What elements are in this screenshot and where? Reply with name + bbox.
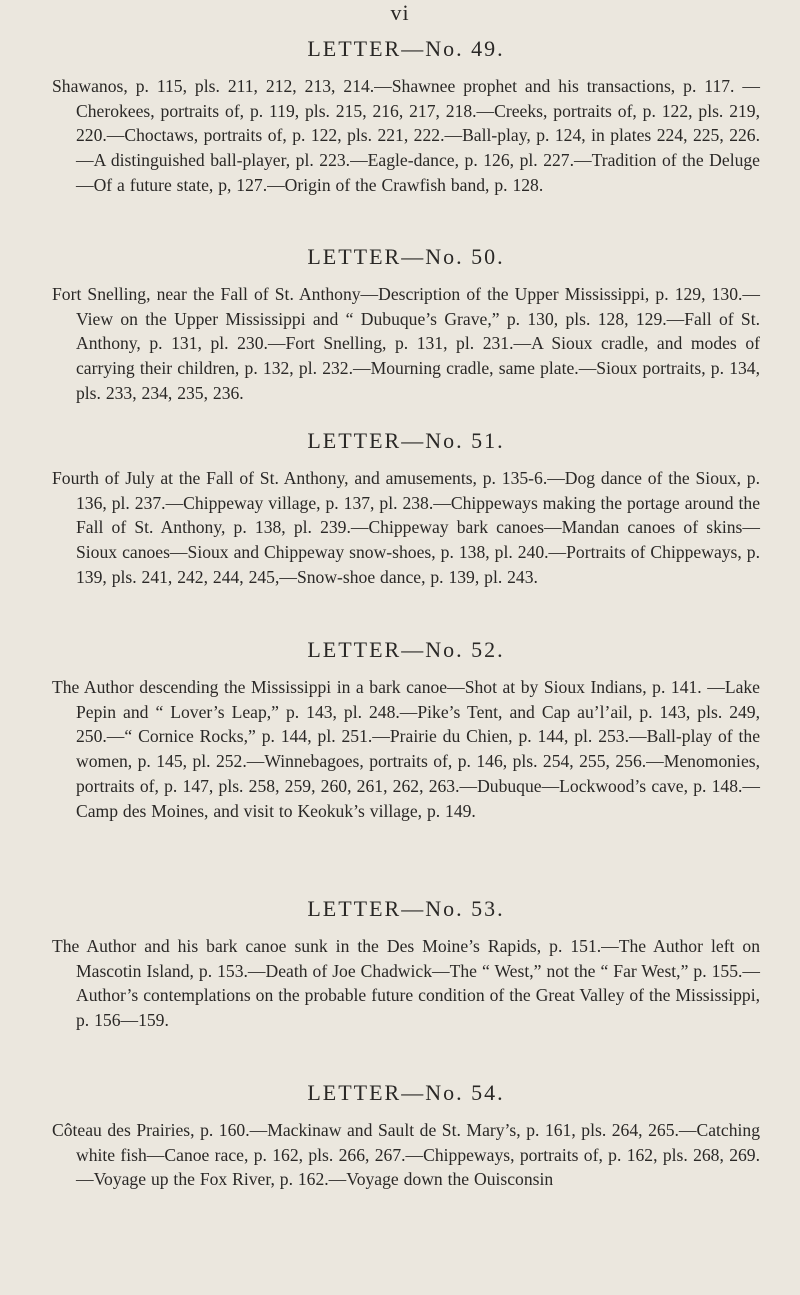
letter-53	[52, 896, 760, 1033]
letter-heading: LETTER—No. 54.	[307, 1080, 505, 1105]
letter-heading: LETTER—No. 51.	[307, 428, 505, 453]
letter-51	[52, 428, 760, 590]
letter-text: Fourth of July at the Fall of St. Anthony, and amusements, p. 135-6.—Dog dance of the Sioux, p. 136, pl. 237.—Chippeway village, p. 137, pl. 238.—Chippeways making the portage around the Fall of St. Anthony, p. 138, pl. 239.—Chippeway bark canoes—Mandan canoes of skins—Sioux canoes—Sioux and Chippeway snow-shoes, p. 138, pl. 240.—Portraits of Chippeways, p. 139, pls. 241, 242, 244, 245,—Snow-shoe dance, p. 139, pl. 243.	[52, 468, 760, 587]
letter-54	[52, 1080, 760, 1192]
page-number: vi	[390, 0, 410, 25]
letter-text: The Author descending the Mississippi in a bark canoe—Shot at by Sioux Indians, p. 141. —Lake Pepin and “ Lover’s Leap,” p. 143, pl. 248.—Pike’s Tent, and Cap au’l’ail, p. 143, pls. 249, 250.—“ Cornice Rocks,” p. 144, pl. 251.—Prairie du Chien, p. 144, pl. 253.—Ball-play of the women, p. 145, pl. 252.—Winnebagoes, portraits of, p. 146, pls. 254, 255, 256.—Menomonies, portraits of, p. 147, pls. 258, 259, 260, 261, 262, 263.—Dubuque—Lockwood’s cave, p. 148.—Camp des Moines, and visit to Keokuk’s village, p. 149.	[52, 677, 760, 821]
letter-49	[52, 36, 760, 198]
letter-text: The Author and his bark canoe sunk in the Des Moine’s Rapids, p. 151.—The Author left on Mascotin Island, p. 153.—Death of Joe Chadwick—The “ West,” not the “ Far West,” p. 155.—Author’s contemplations on the probable future condition of the Great Valley of the Mississippi, p. 156—159.	[52, 936, 760, 1031]
letter-text: Côteau des Prairies, p. 160.—Mackinaw and Sault de St. Mary’s, p. 161, pls. 264, 265.—Catching white fish—Canoe race, p. 162, pls. 266, 267.—Chippeways, portraits of, p. 162, pls. 268, 269.—Voyage up the Fox River, p. 162.—Voyage down the Ouisconsin	[52, 1120, 760, 1190]
letter-text: Fort Snelling, near the Fall of St. Anthony—Description of the Upper Mississippi, p. 129, 130.—View on the Upper Mississippi and “ Dubuque’s Grave,” p. 130, pls. 128, 129.—Fall of St. Anthony, p. 131, pl. 230.—Fort Snelling, p. 131, pl. 231.—A Sioux cradle, and modes of carrying their children, p. 132, pl. 232.—Mourning cradle, same plate.—Sioux portraits, p. 134, pls. 233, 234, 235, 236.	[52, 284, 760, 403]
letter-heading: LETTER—No. 50.	[307, 244, 505, 269]
letter-text: Shawanos, p. 115, pls. 211, 212, 213, 214.—Shawnee prophet and his transactions, p. 117. —Cherokees, portraits of, p. 119, pls. 215, 216, 217, 218.—Creeks, portraits of, p. 122, pls. 219, 220.—Choctaws, portraits of, p. 122, pls. 221, 222.—Ball-play, p. 124, in plates 224, 225, 226.—A distinguished ball-player, pl. 223.—Eagle-dance, p. 126, pl. 227.—Tradition of the Deluge—Of a future state, p, 127.—Origin of the Crawfish band, p. 128.	[52, 76, 760, 195]
letter-heading: LETTER—No. 53.	[307, 896, 505, 921]
letter-52	[52, 637, 760, 823]
letter-50	[52, 244, 760, 406]
letter-heading: LETTER—No. 49.	[307, 36, 505, 61]
letter-heading: LETTER—No. 52.	[307, 637, 505, 662]
